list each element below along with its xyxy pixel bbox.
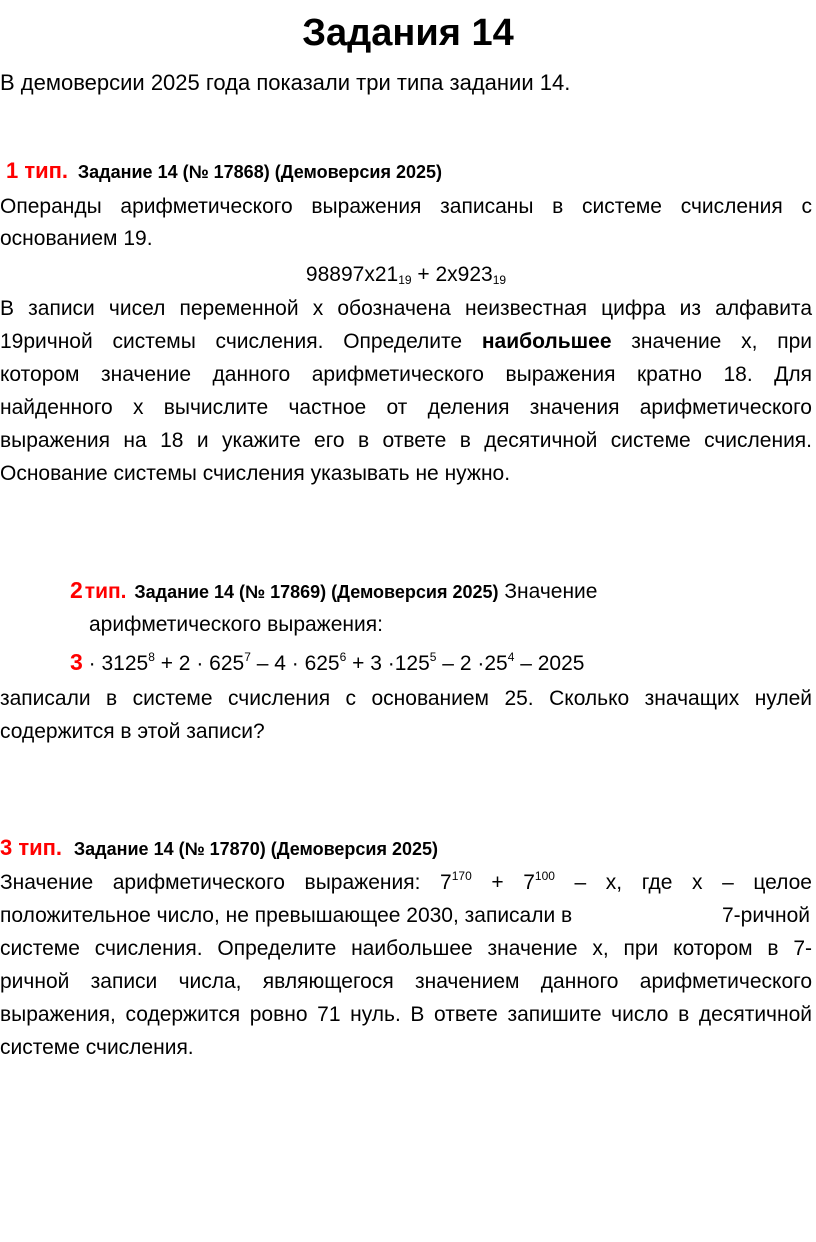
task2-expr-p1: 8 [148, 650, 155, 664]
task1-expr-b: + 2x923 [411, 263, 493, 286]
task2-expr-p3: 7 [244, 650, 251, 664]
task1-sub-b: 19 [492, 273, 507, 287]
task2-line5: содержится в этой записи? [0, 720, 265, 743]
task2-line2: арифметического выражения: [89, 613, 383, 636]
task3-l1-c: – x, где x – целое [554, 871, 812, 894]
page-title: Задания 14 [302, 12, 514, 54]
task2-expr-p7: 5 [429, 650, 437, 664]
task2-expr-p0: · 3125 [82, 652, 149, 675]
task1-p2-line5: выражения на 18 и укажите его в ответе в десятичной системе счисления. [0, 429, 812, 452]
task2-expr-p2: + 2 · 625 [154, 652, 245, 675]
task2-heading: Задание 14 (№ 17869) (Демоверсия 2025) [134, 582, 499, 602]
task1-p2-line2 [0, 326, 812, 358]
task1-expression [0, 259, 812, 291]
task3-line5: выражения, содержится ровно 71 нуль. В ответе запишите число в десятичной [0, 1003, 812, 1026]
task3-l1-a: Значение арифметического выражения: 7 [0, 871, 452, 894]
task3-type-label: 3 тип. [0, 835, 63, 860]
task1-p2-line6: Основание системы счисления указывать не нужно. [0, 462, 511, 485]
task1-p2-line2-b: значение x, при [611, 330, 812, 353]
task3-heading-line [0, 832, 812, 865]
task1-p2-line1: В записи чисел переменной x обозначена неизвестная цифра из алфавита [0, 297, 812, 320]
task3-l2-b: 7-ричной [721, 904, 810, 927]
task2-expr-p9: 4 [507, 650, 515, 664]
task3-line6: системе счисления. [0, 1036, 194, 1059]
task1-type-label: 1 тип. [6, 158, 69, 183]
task2-expr-p4: – 4 · 625 [250, 652, 340, 675]
task2-expr-lead: 3 [70, 649, 83, 675]
task2-expr-p5: 6 [339, 650, 347, 664]
task1-heading-line [6, 155, 816, 188]
task2-expr-p8: – 2 ·25 [436, 652, 508, 675]
task2-expr-p6: + 3 ·125 [346, 652, 430, 675]
task2-line4: записали в системе счисления с основанием 25. Сколько значащих нулей [0, 687, 812, 710]
task3-line2 [0, 900, 812, 932]
task2-expr-p10: – 2025 [514, 652, 585, 675]
task1-p1-line1: Операнды арифметического выражения записаны в системе счисления с [0, 195, 812, 218]
task2-heading-tail: Значение [498, 580, 598, 603]
task1-p2-line2-a: 19ричной системы счисления. Определите [0, 330, 482, 353]
task2-type-num: 2 [70, 577, 83, 603]
task1-p1-line2: основанием 19. [0, 227, 153, 250]
task3-l1-b: + 7 [471, 871, 535, 894]
task2-heading-line [70, 574, 770, 608]
task3-line1 [0, 867, 812, 899]
intro-text: В демоверсии 2025 года показали три типа задании 14. [0, 70, 571, 95]
task3-heading: Задание 14 (№ 17870) (Демоверсия 2025) [73, 839, 439, 859]
task1-sub-a: 19 [398, 273, 412, 287]
task2-expression [70, 646, 770, 680]
task1-p2-line4: найденного x вычислите частное от деления значения арифметического [0, 396, 812, 419]
task1-expr-a: 98897x21 [305, 263, 399, 286]
task1-p2-bold: наибольшее [481, 330, 612, 353]
task3-l2-a: положительное число, не превышающее 2030, записали в [0, 904, 573, 927]
task1-heading: Задание 14 (№ 17868) (Демоверсия 2025) [77, 162, 443, 182]
task3-l1-sup2: 100 [534, 869, 555, 883]
task1-p2-line3: котором значение данного арифметического выражения кратно 18. Для [0, 363, 812, 386]
task3-line4: ричной записи числа, являющегося значением данного арифметического [0, 970, 812, 993]
task3-line3: системе счисления. Определите наибольшее значение x, при котором в 7- [0, 937, 812, 960]
task3-l1-sup1: 170 [451, 869, 472, 883]
task2-type-word: тип. [84, 580, 127, 603]
